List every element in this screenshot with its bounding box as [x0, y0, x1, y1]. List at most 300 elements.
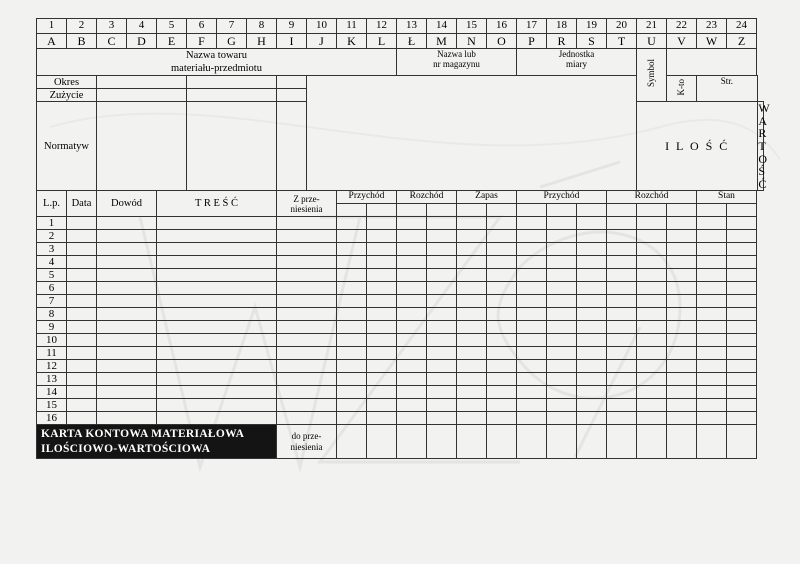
wartosc-rozchod-sub-c[interactable]	[667, 204, 697, 217]
cell-wartosc-rozchod-c[interactable]	[667, 230, 697, 243]
cell-z-przeniesienia[interactable]	[277, 360, 337, 373]
cell-z-przeniesienia[interactable]	[277, 269, 337, 282]
cell-wartosc-stan-b[interactable]	[727, 347, 757, 360]
cell-wartosc-rozchod-b[interactable]	[637, 386, 667, 399]
cell-ilosc-rozchod-b[interactable]	[427, 334, 457, 347]
footer-ilosc-rozchod-a[interactable]	[397, 425, 427, 459]
cell-wartosc-rozchod-a[interactable]	[607, 399, 637, 412]
cell-wartosc-rozchod-c[interactable]	[667, 256, 697, 269]
cell-ilosc-zapas-a[interactable]	[457, 360, 487, 373]
cell-dowod[interactable]	[97, 399, 157, 412]
cell-ilosc-rozchod-b[interactable]	[427, 399, 457, 412]
cell-ilosc-zapas-a[interactable]	[457, 347, 487, 360]
cell-ilosc-przychod-b[interactable]	[367, 386, 397, 399]
cell-wartosc-przychod-b[interactable]	[547, 295, 577, 308]
cell-ilosc-rozchod-b[interactable]	[427, 217, 457, 230]
cell-wartosc-przychod-a[interactable]	[517, 412, 547, 425]
cell-ilosc-zapas-a[interactable]	[457, 412, 487, 425]
cell-wartosc-rozchod-b[interactable]	[637, 282, 667, 295]
cell-wartosc-przychod-a[interactable]	[517, 217, 547, 230]
cell-ilosc-rozchod-a[interactable]	[397, 412, 427, 425]
str-field[interactable]	[697, 76, 758, 102]
cell-ilosc-przychod-b[interactable]	[367, 243, 397, 256]
cell-wartosc-przychod-b[interactable]	[547, 256, 577, 269]
cell-ilosc-przychod-b[interactable]	[367, 347, 397, 360]
cell-wartosc-stan-a[interactable]	[697, 230, 727, 243]
cell-wartosc-rozchod-b[interactable]	[637, 399, 667, 412]
cell-wartosc-rozchod-a[interactable]	[607, 386, 637, 399]
cell-wartosc-przychod-a[interactable]	[517, 256, 547, 269]
cell-wartosc-rozchod-b[interactable]	[637, 373, 667, 386]
cell-ilosc-rozchod-b[interactable]	[427, 308, 457, 321]
cell-wartosc-przychod-c[interactable]	[577, 412, 607, 425]
cell-wartosc-rozchod-c[interactable]	[667, 269, 697, 282]
footer-wartosc-przychod-b[interactable]	[547, 425, 577, 459]
cell-z-przeniesienia[interactable]	[277, 334, 337, 347]
cell-wartosc-przychod-b[interactable]	[547, 334, 577, 347]
cell-ilosc-zapas-b[interactable]	[487, 373, 517, 386]
magazine-field[interactable]	[397, 49, 517, 76]
cell-wartosc-stan-b[interactable]	[727, 399, 757, 412]
cell-ilosc-rozchod-b[interactable]	[427, 269, 457, 282]
cell-wartosc-stan-b[interactable]	[727, 321, 757, 334]
cell-wartosc-rozchod-a[interactable]	[607, 282, 637, 295]
cell-ilosc-przychod-a[interactable]	[337, 386, 367, 399]
cell-data[interactable]	[67, 347, 97, 360]
cell-wartosc-rozchod-c[interactable]	[667, 334, 697, 347]
cell-ilosc-zapas-a[interactable]	[457, 256, 487, 269]
cell-ilosc-przychod-a[interactable]	[337, 295, 367, 308]
cell-wartosc-rozchod-a[interactable]	[607, 243, 637, 256]
cell-ilosc-rozchod-b[interactable]	[427, 243, 457, 256]
cell-tresc[interactable]	[157, 399, 277, 412]
cell-wartosc-stan-a[interactable]	[697, 243, 727, 256]
cell-wartosc-rozchod-a[interactable]	[607, 321, 637, 334]
cell-wartosc-stan-a[interactable]	[697, 321, 727, 334]
cell-wartosc-przychod-a[interactable]	[517, 373, 547, 386]
cell-ilosc-rozchod-a[interactable]	[397, 269, 427, 282]
cell-ilosc-rozchod-b[interactable]	[427, 230, 457, 243]
cell-wartosc-stan-b[interactable]	[727, 373, 757, 386]
wartosc-stan-sub-a[interactable]	[697, 204, 727, 217]
wartosc-rozchod-sub-b[interactable]	[637, 204, 667, 217]
cell-dowod[interactable]	[97, 386, 157, 399]
cell-wartosc-rozchod-c[interactable]	[667, 295, 697, 308]
ilosc-przychod-sub-b[interactable]	[367, 204, 397, 217]
ilosc-rozchod-sub-b[interactable]	[427, 204, 457, 217]
cell-wartosc-stan-b[interactable]	[727, 256, 757, 269]
cell-tresc[interactable]	[157, 282, 277, 295]
cell-wartosc-rozchod-b[interactable]	[637, 230, 667, 243]
cell-wartosc-rozchod-b[interactable]	[637, 295, 667, 308]
cell-ilosc-przychod-b[interactable]	[367, 373, 397, 386]
wartosc-przychod-sub-a[interactable]	[517, 204, 547, 217]
cell-ilosc-zapas-a[interactable]	[457, 230, 487, 243]
cell-tresc[interactable]	[157, 334, 277, 347]
cell-ilosc-rozchod-a[interactable]	[397, 399, 427, 412]
cell-ilosc-przychod-b[interactable]	[367, 256, 397, 269]
cell-ilosc-zapas-b[interactable]	[487, 321, 517, 334]
cell-wartosc-rozchod-a[interactable]	[607, 295, 637, 308]
cell-ilosc-przychod-b[interactable]	[367, 269, 397, 282]
header-midblock[interactable]	[307, 76, 637, 191]
footer-wartosc-stan-a[interactable]	[697, 425, 727, 459]
cell-ilosc-przychod-b[interactable]	[367, 399, 397, 412]
cell-ilosc-zapas-a[interactable]	[457, 334, 487, 347]
cell-ilosc-zapas-b[interactable]	[487, 256, 517, 269]
cell-z-przeniesienia[interactable]	[277, 243, 337, 256]
cell-wartosc-stan-b[interactable]	[727, 230, 757, 243]
cell-data[interactable]	[67, 256, 97, 269]
cell-ilosc-zapas-b[interactable]	[487, 217, 517, 230]
cell-wartosc-rozchod-b[interactable]	[637, 412, 667, 425]
normatyw-value-2[interactable]	[187, 102, 277, 191]
cell-wartosc-przychod-b[interactable]	[547, 321, 577, 334]
cell-wartosc-przychod-c[interactable]	[577, 269, 607, 282]
cell-ilosc-zapas-b[interactable]	[487, 386, 517, 399]
footer-wartosc-rozchod-a[interactable]	[607, 425, 637, 459]
cell-ilosc-zapas-a[interactable]	[457, 386, 487, 399]
cell-wartosc-przychod-a[interactable]	[517, 321, 547, 334]
cell-data[interactable]	[67, 230, 97, 243]
cell-wartosc-przychod-c[interactable]	[577, 360, 607, 373]
cell-ilosc-rozchod-b[interactable]	[427, 295, 457, 308]
cell-z-przeniesienia[interactable]	[277, 282, 337, 295]
cell-z-przeniesienia[interactable]	[277, 295, 337, 308]
cell-wartosc-stan-b[interactable]	[727, 269, 757, 282]
cell-z-przeniesienia[interactable]	[277, 256, 337, 269]
footer-ilosc-przychod-a[interactable]	[337, 425, 367, 459]
cell-dowod[interactable]	[97, 321, 157, 334]
cell-wartosc-przychod-a[interactable]	[517, 360, 547, 373]
cell-wartosc-przychod-b[interactable]	[547, 308, 577, 321]
cell-ilosc-zapas-b[interactable]	[487, 334, 517, 347]
cell-wartosc-stan-a[interactable]	[697, 399, 727, 412]
cell-ilosc-rozchod-a[interactable]	[397, 217, 427, 230]
cell-wartosc-rozchod-c[interactable]	[667, 321, 697, 334]
cell-wartosc-stan-a[interactable]	[697, 217, 727, 230]
cell-data[interactable]	[67, 360, 97, 373]
cell-wartosc-stan-a[interactable]	[697, 347, 727, 360]
cell-ilosc-przychod-a[interactable]	[337, 399, 367, 412]
cell-wartosc-przychod-c[interactable]	[577, 295, 607, 308]
cell-ilosc-zapas-a[interactable]	[457, 308, 487, 321]
footer-wartosc-stan-b[interactable]	[727, 425, 757, 459]
cell-ilosc-przychod-a[interactable]	[337, 373, 367, 386]
cell-data[interactable]	[67, 295, 97, 308]
cell-dowod[interactable]	[97, 243, 157, 256]
cell-ilosc-przychod-a[interactable]	[337, 360, 367, 373]
cell-data[interactable]	[67, 217, 97, 230]
cell-wartosc-rozchod-c[interactable]	[667, 360, 697, 373]
cell-ilosc-przychod-a[interactable]	[337, 347, 367, 360]
cell-wartosc-przychod-b[interactable]	[547, 347, 577, 360]
cell-wartosc-przychod-b[interactable]	[547, 386, 577, 399]
cell-wartosc-stan-b[interactable]	[727, 334, 757, 347]
cell-wartosc-rozchod-c[interactable]	[667, 386, 697, 399]
cell-wartosc-przychod-b[interactable]	[547, 243, 577, 256]
cell-ilosc-zapas-b[interactable]	[487, 308, 517, 321]
cell-dowod[interactable]	[97, 334, 157, 347]
cell-wartosc-przychod-b[interactable]	[547, 230, 577, 243]
cell-data[interactable]	[67, 269, 97, 282]
cell-ilosc-zapas-b[interactable]	[487, 360, 517, 373]
cell-wartosc-rozchod-a[interactable]	[607, 269, 637, 282]
cell-ilosc-zapas-b[interactable]	[487, 399, 517, 412]
cell-ilosc-przychod-a[interactable]	[337, 256, 367, 269]
cell-z-przeniesienia[interactable]	[277, 308, 337, 321]
cell-wartosc-stan-b[interactable]	[727, 295, 757, 308]
cell-tresc[interactable]	[157, 230, 277, 243]
cell-wartosc-rozchod-a[interactable]	[607, 412, 637, 425]
ilosc-rozchod-sub-a[interactable]	[397, 204, 427, 217]
cell-ilosc-zapas-b[interactable]	[487, 269, 517, 282]
cell-ilosc-zapas-a[interactable]	[457, 243, 487, 256]
cell-ilosc-przychod-b[interactable]	[367, 321, 397, 334]
cell-wartosc-przychod-c[interactable]	[577, 243, 607, 256]
symbol-field[interactable]	[637, 49, 667, 102]
cell-wartosc-stan-b[interactable]	[727, 282, 757, 295]
cell-wartosc-rozchod-a[interactable]	[607, 360, 637, 373]
cell-tresc[interactable]	[157, 321, 277, 334]
goods-name-field[interactable]	[37, 49, 397, 76]
cell-wartosc-stan-b[interactable]	[727, 217, 757, 230]
cell-dowod[interactable]	[97, 217, 157, 230]
cell-ilosc-zapas-b[interactable]	[487, 412, 517, 425]
cell-wartosc-rozchod-b[interactable]	[637, 243, 667, 256]
cell-wartosc-przychod-a[interactable]	[517, 347, 547, 360]
cell-wartosc-stan-a[interactable]	[697, 334, 727, 347]
cell-wartosc-przychod-a[interactable]	[517, 295, 547, 308]
unit-field[interactable]	[517, 49, 637, 76]
cell-wartosc-przychod-b[interactable]	[547, 217, 577, 230]
cell-wartosc-stan-b[interactable]	[727, 386, 757, 399]
cell-ilosc-zapas-b[interactable]	[487, 347, 517, 360]
cell-ilosc-przychod-a[interactable]	[337, 230, 367, 243]
cell-tresc[interactable]	[157, 217, 277, 230]
cell-dowod[interactable]	[97, 256, 157, 269]
footer-wartosc-przychod-c[interactable]	[577, 425, 607, 459]
cell-ilosc-rozchod-a[interactable]	[397, 243, 427, 256]
cell-ilosc-przychod-a[interactable]	[337, 412, 367, 425]
cell-ilosc-rozchod-a[interactable]	[397, 308, 427, 321]
cell-wartosc-przychod-c[interactable]	[577, 256, 607, 269]
cell-ilosc-przychod-b[interactable]	[367, 282, 397, 295]
okres-value-2[interactable]	[187, 76, 277, 89]
cell-wartosc-przychod-a[interactable]	[517, 308, 547, 321]
cell-ilosc-przychod-a[interactable]	[337, 217, 367, 230]
cell-tresc[interactable]	[157, 308, 277, 321]
cell-wartosc-rozchod-b[interactable]	[637, 347, 667, 360]
cell-ilosc-rozchod-b[interactable]	[427, 386, 457, 399]
cell-wartosc-rozchod-a[interactable]	[607, 217, 637, 230]
cell-ilosc-zapas-a[interactable]	[457, 269, 487, 282]
footer-wartosc-rozchod-b[interactable]	[637, 425, 667, 459]
cell-ilosc-przychod-b[interactable]	[367, 230, 397, 243]
cell-z-przeniesienia[interactable]	[277, 230, 337, 243]
cell-ilosc-przychod-b[interactable]	[367, 217, 397, 230]
cell-ilosc-zapas-b[interactable]	[487, 230, 517, 243]
cell-wartosc-rozchod-a[interactable]	[607, 308, 637, 321]
cell-wartosc-przychod-a[interactable]	[517, 386, 547, 399]
ilosc-zapas-sub-a[interactable]	[457, 204, 487, 217]
cell-wartosc-stan-a[interactable]	[697, 308, 727, 321]
cell-wartosc-przychod-c[interactable]	[577, 399, 607, 412]
zuzycie-value-2[interactable]	[187, 89, 277, 102]
cell-dowod[interactable]	[97, 308, 157, 321]
cell-wartosc-przychod-a[interactable]	[517, 399, 547, 412]
cell-ilosc-przychod-b[interactable]	[367, 295, 397, 308]
cell-ilosc-zapas-a[interactable]	[457, 217, 487, 230]
cell-data[interactable]	[67, 399, 97, 412]
cell-wartosc-stan-a[interactable]	[697, 412, 727, 425]
cell-data[interactable]	[67, 386, 97, 399]
footer-ilosc-rozchod-b[interactable]	[427, 425, 457, 459]
cell-wartosc-przychod-b[interactable]	[547, 269, 577, 282]
cell-ilosc-rozchod-b[interactable]	[427, 412, 457, 425]
cell-wartosc-rozchod-a[interactable]	[607, 334, 637, 347]
wartosc-stan-sub-b[interactable]	[727, 204, 757, 217]
cell-wartosc-rozchod-c[interactable]	[667, 373, 697, 386]
cell-wartosc-rozchod-a[interactable]	[607, 347, 637, 360]
cell-z-przeniesienia[interactable]	[277, 386, 337, 399]
cell-ilosc-zapas-a[interactable]	[457, 399, 487, 412]
cell-ilosc-rozchod-a[interactable]	[397, 321, 427, 334]
cell-wartosc-rozchod-c[interactable]	[667, 347, 697, 360]
cell-wartosc-stan-a[interactable]	[697, 360, 727, 373]
footer-wartosc-rozchod-c[interactable]	[667, 425, 697, 459]
cell-ilosc-zapas-b[interactable]	[487, 295, 517, 308]
cell-ilosc-rozchod-a[interactable]	[397, 360, 427, 373]
cell-wartosc-przychod-b[interactable]	[547, 282, 577, 295]
wartosc-przychod-sub-b[interactable]	[547, 204, 577, 217]
cell-wartosc-stan-b[interactable]	[727, 360, 757, 373]
cell-ilosc-przychod-a[interactable]	[337, 321, 367, 334]
okres-value[interactable]	[97, 76, 187, 89]
cell-ilosc-zapas-b[interactable]	[487, 282, 517, 295]
cell-dowod[interactable]	[97, 269, 157, 282]
cell-wartosc-rozchod-c[interactable]	[667, 308, 697, 321]
cell-ilosc-rozchod-a[interactable]	[397, 230, 427, 243]
cell-wartosc-rozchod-a[interactable]	[607, 373, 637, 386]
ilosc-zapas-sub-b[interactable]	[487, 204, 517, 217]
cell-wartosc-przychod-c[interactable]	[577, 282, 607, 295]
cell-wartosc-rozchod-b[interactable]	[637, 217, 667, 230]
cell-wartosc-rozchod-c[interactable]	[667, 399, 697, 412]
cell-data[interactable]	[67, 243, 97, 256]
cell-tresc[interactable]	[157, 347, 277, 360]
cell-ilosc-przychod-a[interactable]	[337, 243, 367, 256]
zuzycie-value-3[interactable]	[277, 89, 307, 102]
cell-ilosc-przychod-a[interactable]	[337, 308, 367, 321]
cell-ilosc-przychod-b[interactable]	[367, 308, 397, 321]
cell-ilosc-rozchod-a[interactable]	[397, 386, 427, 399]
cell-wartosc-stan-a[interactable]	[697, 295, 727, 308]
cell-ilosc-rozchod-a[interactable]	[397, 256, 427, 269]
wartosc-przychod-sub-c[interactable]	[577, 204, 607, 217]
footer-ilosc-zapas-b[interactable]	[487, 425, 517, 459]
cell-ilosc-rozchod-b[interactable]	[427, 282, 457, 295]
cell-ilosc-zapas-b[interactable]	[487, 243, 517, 256]
cell-wartosc-rozchod-c[interactable]	[667, 282, 697, 295]
cell-ilosc-przychod-a[interactable]	[337, 269, 367, 282]
footer-ilosc-przychod-b[interactable]	[367, 425, 397, 459]
cell-wartosc-przychod-c[interactable]	[577, 347, 607, 360]
cell-data[interactable]	[67, 373, 97, 386]
cell-ilosc-przychod-b[interactable]	[367, 360, 397, 373]
cell-wartosc-przychod-a[interactable]	[517, 230, 547, 243]
cell-ilosc-zapas-a[interactable]	[457, 373, 487, 386]
cell-z-przeniesienia[interactable]	[277, 399, 337, 412]
cell-tresc[interactable]	[157, 243, 277, 256]
cell-data[interactable]	[67, 308, 97, 321]
cell-z-przeniesienia[interactable]	[277, 373, 337, 386]
cell-ilosc-rozchod-b[interactable]	[427, 360, 457, 373]
cell-wartosc-rozchod-b[interactable]	[637, 334, 667, 347]
cell-ilosc-przychod-a[interactable]	[337, 282, 367, 295]
cell-ilosc-rozchod-b[interactable]	[427, 256, 457, 269]
cell-ilosc-rozchod-b[interactable]	[427, 321, 457, 334]
wartosc-rozchod-sub-a[interactable]	[607, 204, 637, 217]
cell-wartosc-stan-b[interactable]	[727, 243, 757, 256]
cell-dowod[interactable]	[97, 282, 157, 295]
cell-wartosc-stan-a[interactable]	[697, 256, 727, 269]
cell-wartosc-stan-a[interactable]	[697, 373, 727, 386]
cell-ilosc-zapas-a[interactable]	[457, 295, 487, 308]
cell-ilosc-rozchod-b[interactable]	[427, 347, 457, 360]
cell-tresc[interactable]	[157, 386, 277, 399]
cell-z-przeniesienia[interactable]	[277, 347, 337, 360]
normatyw-value[interactable]	[97, 102, 187, 191]
cell-z-przeniesienia[interactable]	[277, 412, 337, 425]
cell-dowod[interactable]	[97, 230, 157, 243]
cell-dowod[interactable]	[97, 360, 157, 373]
cell-wartosc-rozchod-c[interactable]	[667, 217, 697, 230]
cell-ilosc-rozchod-a[interactable]	[397, 373, 427, 386]
cell-tresc[interactable]	[157, 412, 277, 425]
cell-wartosc-przychod-a[interactable]	[517, 282, 547, 295]
kto-field[interactable]	[667, 76, 697, 102]
okres-value-3[interactable]	[277, 76, 307, 89]
cell-wartosc-przychod-c[interactable]	[577, 217, 607, 230]
cell-ilosc-przychod-b[interactable]	[367, 412, 397, 425]
cell-ilosc-rozchod-a[interactable]	[397, 282, 427, 295]
cell-wartosc-przychod-b[interactable]	[547, 399, 577, 412]
cell-data[interactable]	[67, 334, 97, 347]
cell-wartosc-rozchod-a[interactable]	[607, 256, 637, 269]
zuzycie-value[interactable]	[97, 89, 187, 102]
cell-data[interactable]	[67, 282, 97, 295]
cell-ilosc-rozchod-b[interactable]	[427, 373, 457, 386]
cell-wartosc-rozchod-b[interactable]	[637, 269, 667, 282]
cell-ilosc-przychod-b[interactable]	[367, 334, 397, 347]
cell-ilosc-rozchod-a[interactable]	[397, 347, 427, 360]
ilosc-przychod-sub-a[interactable]	[337, 204, 367, 217]
cell-wartosc-przychod-b[interactable]	[547, 412, 577, 425]
cell-wartosc-przychod-a[interactable]	[517, 269, 547, 282]
cell-wartosc-rozchod-a[interactable]	[607, 230, 637, 243]
cell-tresc[interactable]	[157, 373, 277, 386]
cell-ilosc-rozchod-a[interactable]	[397, 334, 427, 347]
cell-ilosc-rozchod-a[interactable]	[397, 295, 427, 308]
cell-wartosc-przychod-c[interactable]	[577, 308, 607, 321]
cell-dowod[interactable]	[97, 347, 157, 360]
cell-tresc[interactable]	[157, 256, 277, 269]
cell-ilosc-zapas-a[interactable]	[457, 282, 487, 295]
cell-z-przeniesienia[interactable]	[277, 321, 337, 334]
cell-ilosc-przychod-a[interactable]	[337, 334, 367, 347]
normatyw-value-3[interactable]	[277, 102, 307, 191]
